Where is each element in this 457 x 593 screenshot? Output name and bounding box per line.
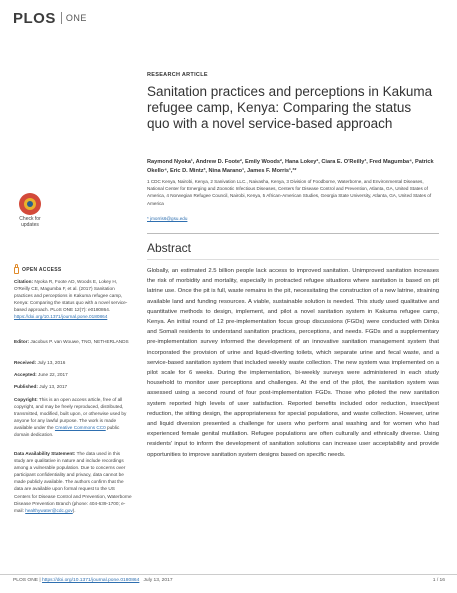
- author-list: Raymond Nyoka¹, Andrew D. Foote², Emily Woods², Hana Lokey², Ciara E. O'Reilly³, Fred Magumba⁴, Patrick Okello⁴, Eric D. Mintz³, Nina Marano¹, James F. Morris¹,³*: [147, 159, 434, 174]
- data-availability-block: [14, 450, 132, 514]
- footer-left: [13, 578, 173, 583]
- logo-plos-text: PLOS: [13, 9, 56, 27]
- article-type: RESEARCH ARTICLE: [147, 72, 208, 78]
- check-updates-line1: Check for: [19, 216, 41, 222]
- accepted-label: Accepted:: [14, 372, 37, 377]
- copyright-block: [14, 396, 132, 439]
- logo-divider: [61, 12, 62, 24]
- received-date: [14, 359, 132, 366]
- data-availability-label: Data Availability Statement:: [14, 451, 76, 456]
- data-email-link[interactable]: healthywater@cdc.gov: [25, 507, 73, 513]
- footer-date: July 13, 2017: [143, 578, 173, 583]
- citation-text: Nyoka R, Foote AD, Woods E, Lokey H, O'Reilly CE, Magumba F, et al. (2017) Sanitation practices and perceptions in Kakuma refugee camp, Kenya: Comparing the status quo with a novel service-based approach. PLoS ONE 12(7): e0180864.: [14, 279, 128, 313]
- cc0-license-link[interactable]: Creative Commons CC0: [54, 425, 106, 431]
- check-for-updates-button[interactable]: [14, 193, 46, 231]
- published-label: Published:: [14, 384, 38, 389]
- editor-text: Jacobus P. van Wouwe, TNO, NETHERLANDS: [30, 339, 129, 344]
- footer-page-number: 1 / 16: [432, 578, 445, 583]
- editor-label: Editor:: [14, 339, 30, 344]
- abstract-body: Globally, an estimated 2.5 billion people lack access to improved sanitation. Unimproved sanitation increases the risk of morbidity and mortality, especially in protracted refugee situations where sanitation is based on pit latrine use. Once the pit is full, waste remains in the pit, necessitating the construction of a new latrine, straining available land and funding resources. A viable, sustainable solution is needed. This study used qualitative and quantitative methods to design, implement, and pilot a novel sanitation system in Kakuma refugee camp, Kenya. An initial round of 12 pre-implementation focus group discussions (FGDs) were conducted with Dinka and Somali residents to understand sanitation practices, perceptions, and needs. FGDs and a supplementary pre-implementation survey informed the development of an innovative sanitation management system that incorporated the provision of urine and liquid-diverting toilets, which separate urine and fecal waste, and a service-based sanitation system that included weekly waste collection. The new system was implemented on a pilot scale for 6 weeks. During the implementation, bi-weekly surveys were administered in each study household to monitor user perceptions and challenges. At the end of the pilot, the sanitation system was assessed using a second round of four post-implementation FGDs. Those who piloted the new sanitation system reported high levels of user satisfaction. Reported benefits included odor reduction, insect/pest reduction, the sitting design, the appropriateness for special populations, and waste collection. However, urine and liquid diversion presented a challenge for users who perform anal washing and for women who had experienced female genital mutilation. Refugee populations are often culturally and ethnically diverse. Using residents' input to inform the development of sanitation solutions can increase user acceptability and provide opportunities to improve sanitation system designs based on specific needs.: [147, 268, 439, 458]
- logo-journal-text: ONE: [65, 13, 87, 23]
- abstract-bottom-divider: [147, 259, 439, 260]
- received-label: Received:: [14, 360, 37, 365]
- accepted-value: June 22, 2017: [37, 372, 68, 377]
- plos-one-logo: [13, 9, 87, 27]
- footer-doi-link[interactable]: https://doi.org/10.1371/journal.pone.0180864: [42, 578, 140, 583]
- page-footer: [13, 578, 445, 583]
- copyright-label: Copyright:: [14, 397, 38, 402]
- open-access-badge: [14, 266, 62, 273]
- abstract-heading: Abstract: [147, 241, 192, 255]
- footer-divider: [0, 574, 457, 575]
- citation-doi-link[interactable]: https://doi.org/10.1371/journal.pone.0180864: [14, 314, 108, 320]
- published-value: July 13, 2017: [39, 384, 68, 389]
- check-updates-label: [14, 217, 46, 228]
- affiliations: 1 CDC Kenya, Nairobi, Kenya, 2 Sanivation LLC., Naivasha, Kenya, 3 Division of Foodborne, Waterborne, and Environmental Diseases, National Center for Emerging and Zoonotic Infectious Diseases, Centers for Disease Control and Prevention, Atlanta, GA, United States of America, 4 Norwegian Refugee Council, Nairobi, Kenya, 5 African-American Studies, Georgia State University, Atlanta, GA, United States of America: [147, 179, 432, 206]
- data-availability-tail: ).: [72, 507, 76, 513]
- open-access-label: OPEN ACCESS: [22, 266, 62, 273]
- footer-separator: |: [39, 578, 41, 583]
- copyright-tail: public domain dedication.: [14, 425, 120, 438]
- citation-label: Citation:: [14, 279, 34, 284]
- published-date: [14, 383, 132, 390]
- open-lock-icon: [14, 267, 19, 274]
- editor-block: [14, 338, 132, 345]
- check-updates-line2: updates: [21, 221, 39, 228]
- check-updates-icon: [19, 193, 41, 215]
- data-availability-text: The data used in this study are qualitative in nature and include recordings among a vulnerable population. Due to concerns over participant confidentiality and privacy, data cannot be made publicly available. The authors confirm that the data are available upon formal request to the US Centers for Disease Control and Prevention, Waterborne Disease Prevention Branch (phone: 404-639-1700; e-mail:: [14, 451, 132, 513]
- copyright-text: This is an open access article, free of all copyright, and may be freely reproduced, distributed, transmitted, modified, built upon, or otherwise used by anyone for any lawful purpose. The work is made available under the: [14, 397, 127, 431]
- abstract-top-divider: [147, 233, 439, 234]
- accepted-date: [14, 371, 132, 378]
- article-title: Sanitation practices and perceptions in Kakuma refugee camp, Kenya: Comparing the status quo with a novel service-based approach: [147, 84, 433, 131]
- corresponding-email-link[interactable]: * jmorris6@gsu.edu: [147, 216, 188, 221]
- citation-block: [14, 278, 132, 321]
- footer-journal: PLOS ONE: [13, 578, 39, 583]
- received-value: July 13, 2016: [37, 360, 66, 365]
